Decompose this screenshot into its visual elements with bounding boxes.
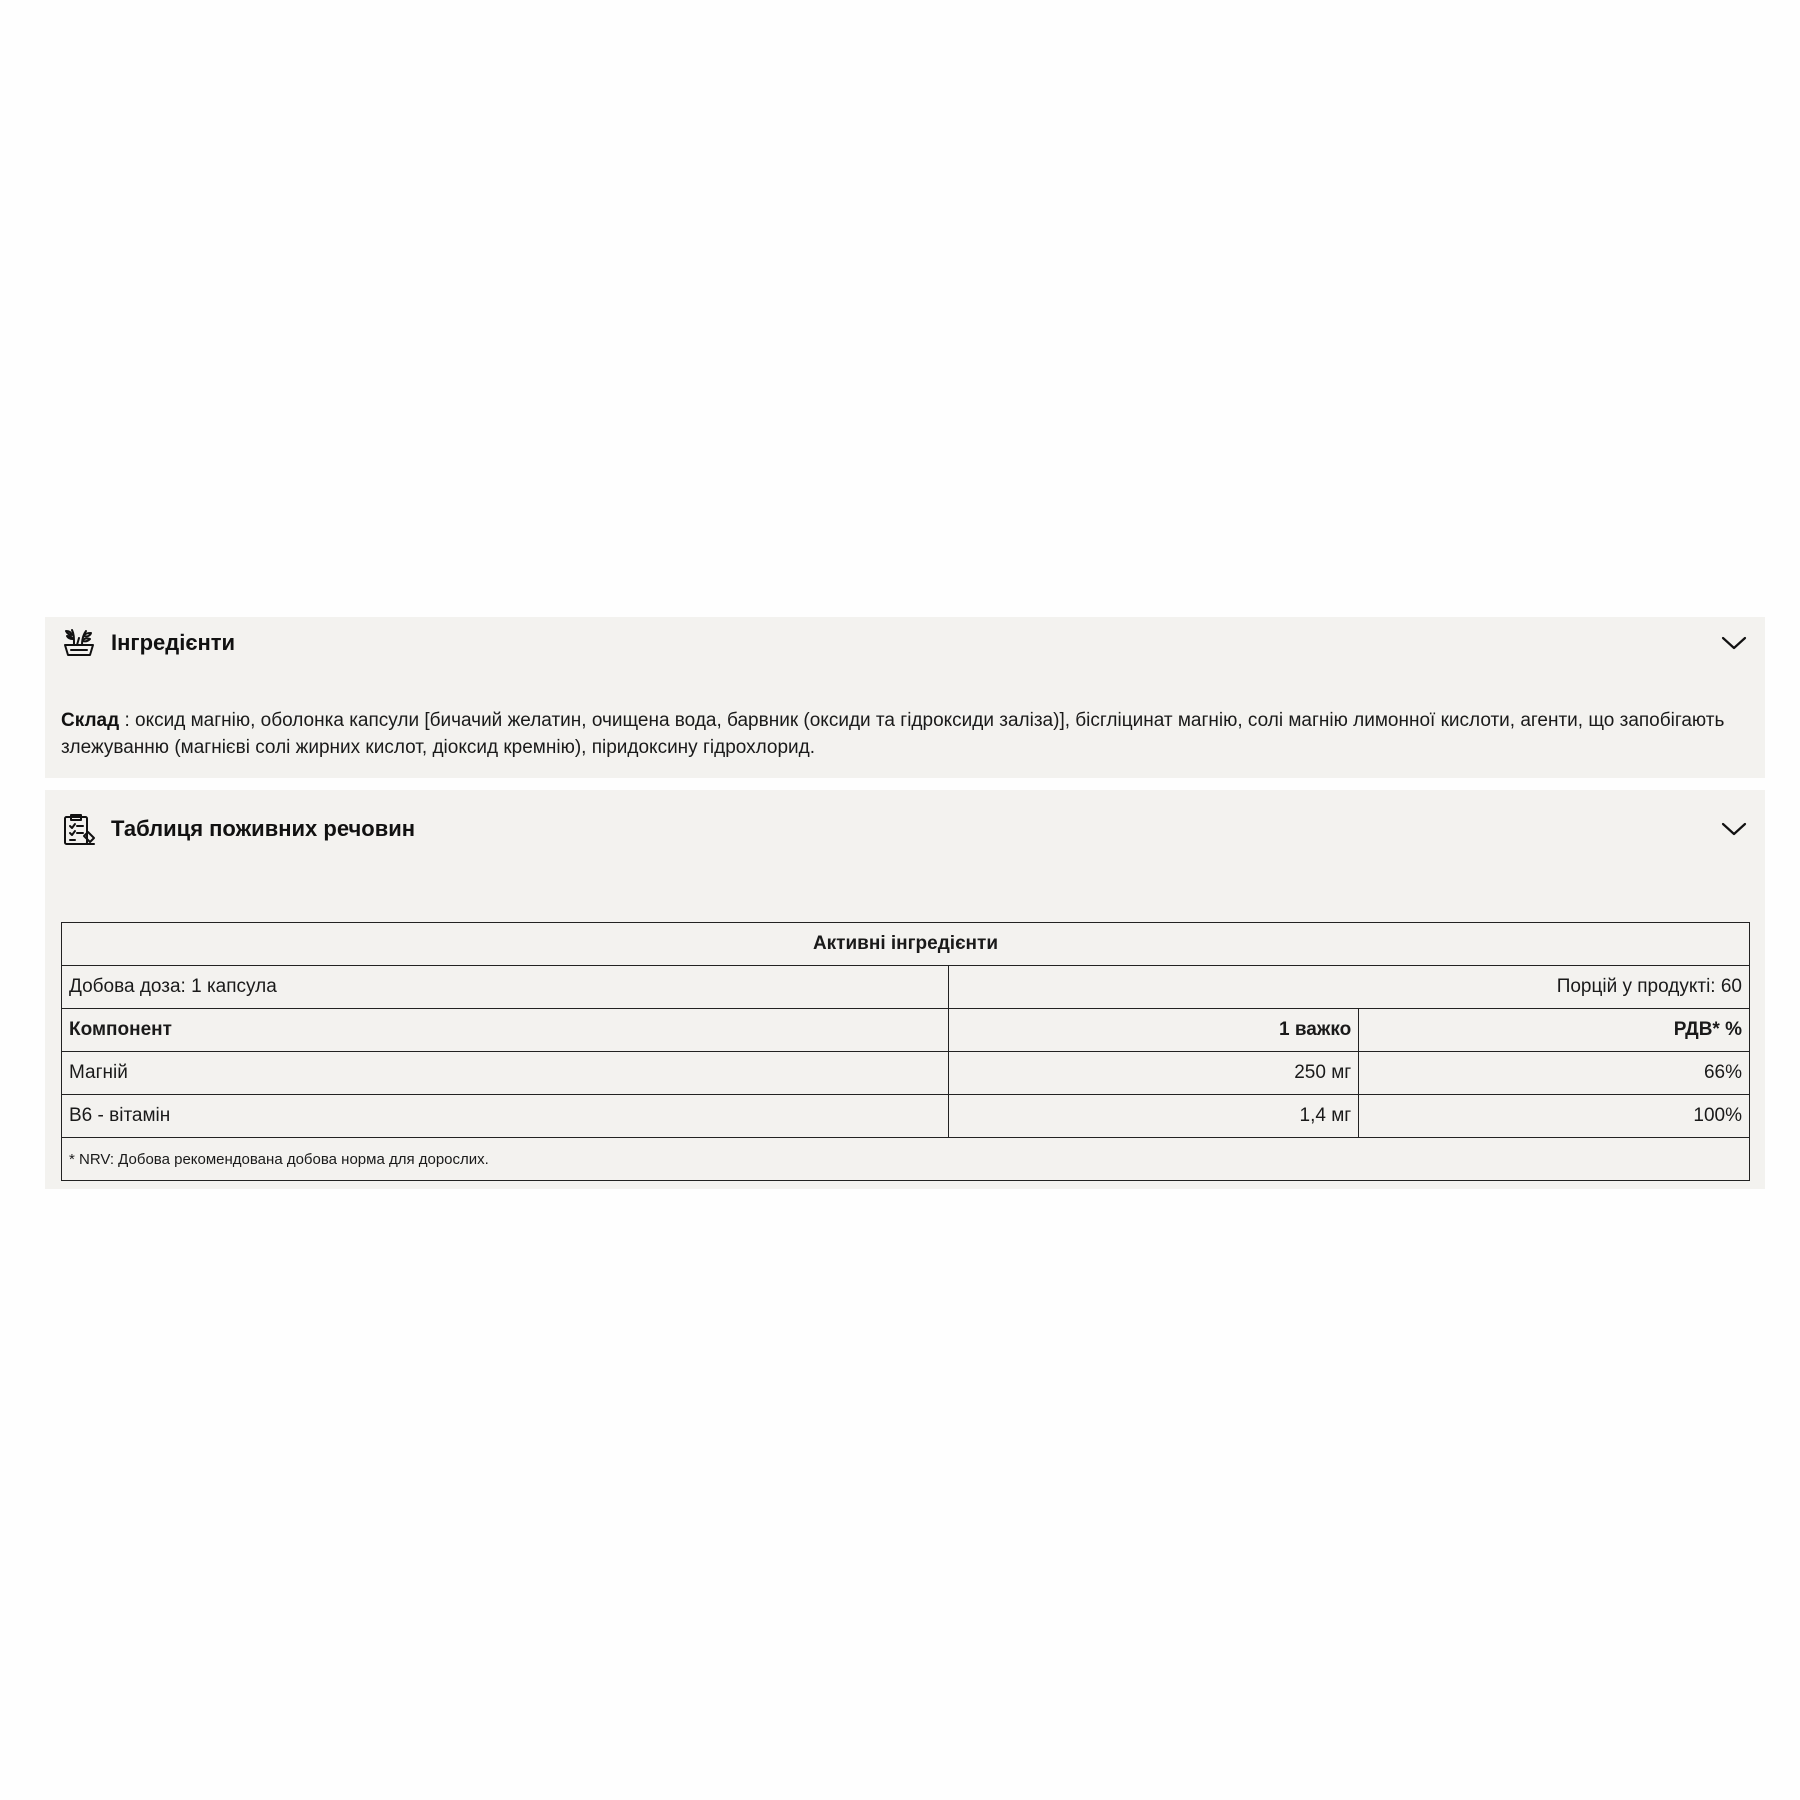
clipboard-list-icon <box>61 811 97 847</box>
composition-body: : оксид магнію, оболонка капсули [бичачий желатин, очищена вода, барвник (оксиди та гідроксиди заліза)], бісгліцинат магнію, солі магнію лимонної кислоти, агенти, що запобігають злежуванню (магнієві солі жирних кислот, діоксид кремнію), піридоксину гідрохлорид. <box>61 710 1725 758</box>
table-footnote: * NRV: Добова рекомендована добова норма для дорослих. <box>62 1138 1750 1181</box>
daily-dose: Добова доза: 1 капсула <box>62 966 949 1009</box>
bowl-herbs-icon <box>61 625 97 661</box>
servings-count: Порцій у продукті: 60 <box>949 966 1750 1009</box>
table-dose-row <box>62 966 1750 1009</box>
nutrition-title: Таблиця поживних речовин <box>111 816 416 841</box>
table-row <box>62 1052 1750 1095</box>
nutrition-table <box>61 922 1750 1181</box>
table-caption: Активні інгредієнти <box>62 923 1750 966</box>
component-name: Магній <box>62 1052 949 1095</box>
component-amount: 1,4 мг <box>949 1095 1359 1138</box>
chevron-down-icon[interactable] <box>1719 628 1749 658</box>
ingredients-panel <box>45 617 1765 778</box>
component-nrv: 66% <box>1359 1052 1750 1095</box>
ingredients-title: Інгредієнти <box>111 630 236 655</box>
composition-label: Склад <box>61 710 120 731</box>
component-name: B6 - вітамін <box>62 1095 949 1138</box>
column-header: РДВ* % <box>1359 1009 1750 1052</box>
component-nrv: 100% <box>1359 1095 1750 1138</box>
nutrition-accordion-header[interactable] <box>61 805 1749 853</box>
component-amount: 250 мг <box>949 1052 1359 1095</box>
column-header: Компонент <box>62 1009 949 1052</box>
table-header-row <box>62 1009 1750 1052</box>
nutrition-panel <box>45 790 1765 1189</box>
ingredients-accordion-header[interactable] <box>61 619 1749 667</box>
column-header: 1 важко <box>949 1009 1359 1052</box>
table-row <box>62 1095 1750 1138</box>
chevron-down-icon[interactable] <box>1719 814 1749 844</box>
table-caption-row <box>62 923 1750 966</box>
table-footnote-row <box>62 1138 1750 1181</box>
composition-text <box>61 707 1737 761</box>
